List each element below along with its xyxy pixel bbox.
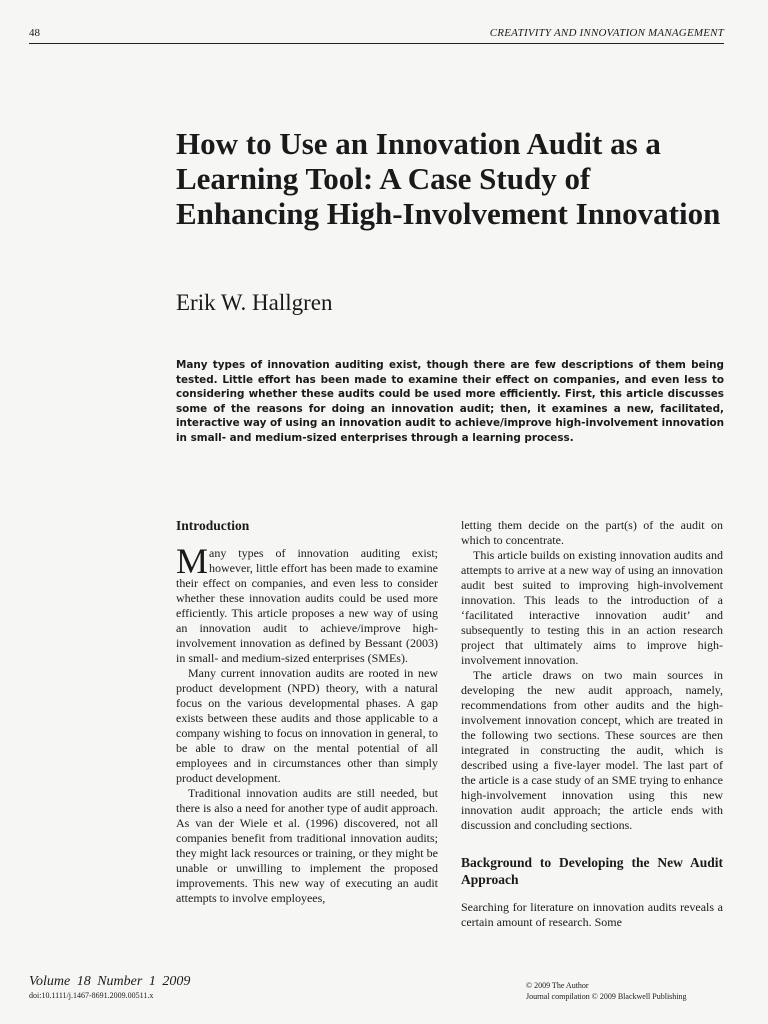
- paragraph-intro-3: Traditional innovation audits are still needed, but there is also a need for another type of audit approach. As van der Wiele et al. (1996) discovered, not all companies benefit from traditional innovation audits; they might lack resources or training, or they might be unable or unwilling to implement the proposed improvements. This new way of executing an audit attempts to involve employees,: [176, 786, 438, 905]
- copyright-notice: [526, 980, 687, 1002]
- copyright-compilation: Journal compilation © 2009 Blackwell Publishing: [526, 992, 687, 1001]
- paragraph-intro-2: Many current innovation audits are rooted in new product development (NPD) theory, with a natural focus on the various developmental phases. A gap exists between these audits and those applicable to a company wishing to focus on innovation in general, to be able to draw on the mental potential of all employees and in circumstances other than simply product development.: [176, 666, 438, 785]
- article-title: How to Use an Innovation Audit as a Learning Tool: A Case Study of Enhancing High-Involvement Innovation: [176, 126, 721, 231]
- abstract: Many types of innovation auditing exist, though there are few descriptions of them being tested. Little effort has been made to examine their effect on companies, and even less to considering whether these audits could be used more efficiently. First, this article discusses some of the reasons for doing an innovation audit; then, it examines a new, facilitated, interactive way of using an innovation audit to achieve/improve high-involvement innovation in small- and medium-sized enterprises through a learning process.: [176, 359, 724, 444]
- header-rule: [29, 43, 724, 44]
- copyright-author: © 2009 The Author: [526, 981, 589, 990]
- right-column: [461, 518, 723, 930]
- running-header-journal: CREATIVITY AND INNOVATION MANAGEMENT: [489, 27, 724, 39]
- volume-issue-year: Volume 18 Number 1 2009: [29, 974, 191, 989]
- doi: doi:10.1111/j.1467-8691.2009.00511.x: [29, 991, 154, 1000]
- left-column: [176, 517, 438, 906]
- paragraph-article-builds: This article builds on existing innovation audits and attempts to arrive at a new way of using an innovation audit best suited to improving high-involvement innovation. This leads to the introduction of a ‘facilitated interactive innovation audit’ and subsequently to testing this in an action research project that ultimately aims to improve high-involvement innovation.: [461, 548, 723, 667]
- paragraph-article-draws: The article draws on two main sources in developing the new audit approach, namely, recommendations from other audits and the high-involvement innovation concept, which are treated in the following two sections. These sources are then integrated in constructing the audit, which is described using a five-layer model. The last part of the article is a case study of an SME trying to enhance high-involvement innovation using this new innovation audit approach; the article ends with discussion and concluding sections.: [461, 668, 723, 832]
- dropcap-letter: M: [176, 541, 209, 581]
- paragraph-intro-1: [176, 541, 438, 666]
- paragraph-searching: Searching for literature on innovation audits reveals a certain amount of research. Some: [461, 900, 723, 929]
- page-number: 48: [29, 27, 40, 39]
- section-heading-introduction: Introduction: [176, 518, 250, 533]
- paragraph-text: any types of innovation auditing exist; however, little effort has been made to examine their effect on companies, and even less to consider whether these innovation audits could be used more efficiently. This article proposes a new way of using an innovation audit to achieve/improve high-involvement innovation as defined by Bessant (2003) in small- and medium-sized enterprises (SMEs).: [176, 546, 438, 665]
- paragraph-continued: letting them decide on the part(s) of the audit on which to concentrate.: [461, 518, 723, 547]
- article-author: Erik W. Hallgren: [176, 290, 333, 315]
- section-heading-background: Background to Developing the New Audit Approach: [461, 855, 723, 887]
